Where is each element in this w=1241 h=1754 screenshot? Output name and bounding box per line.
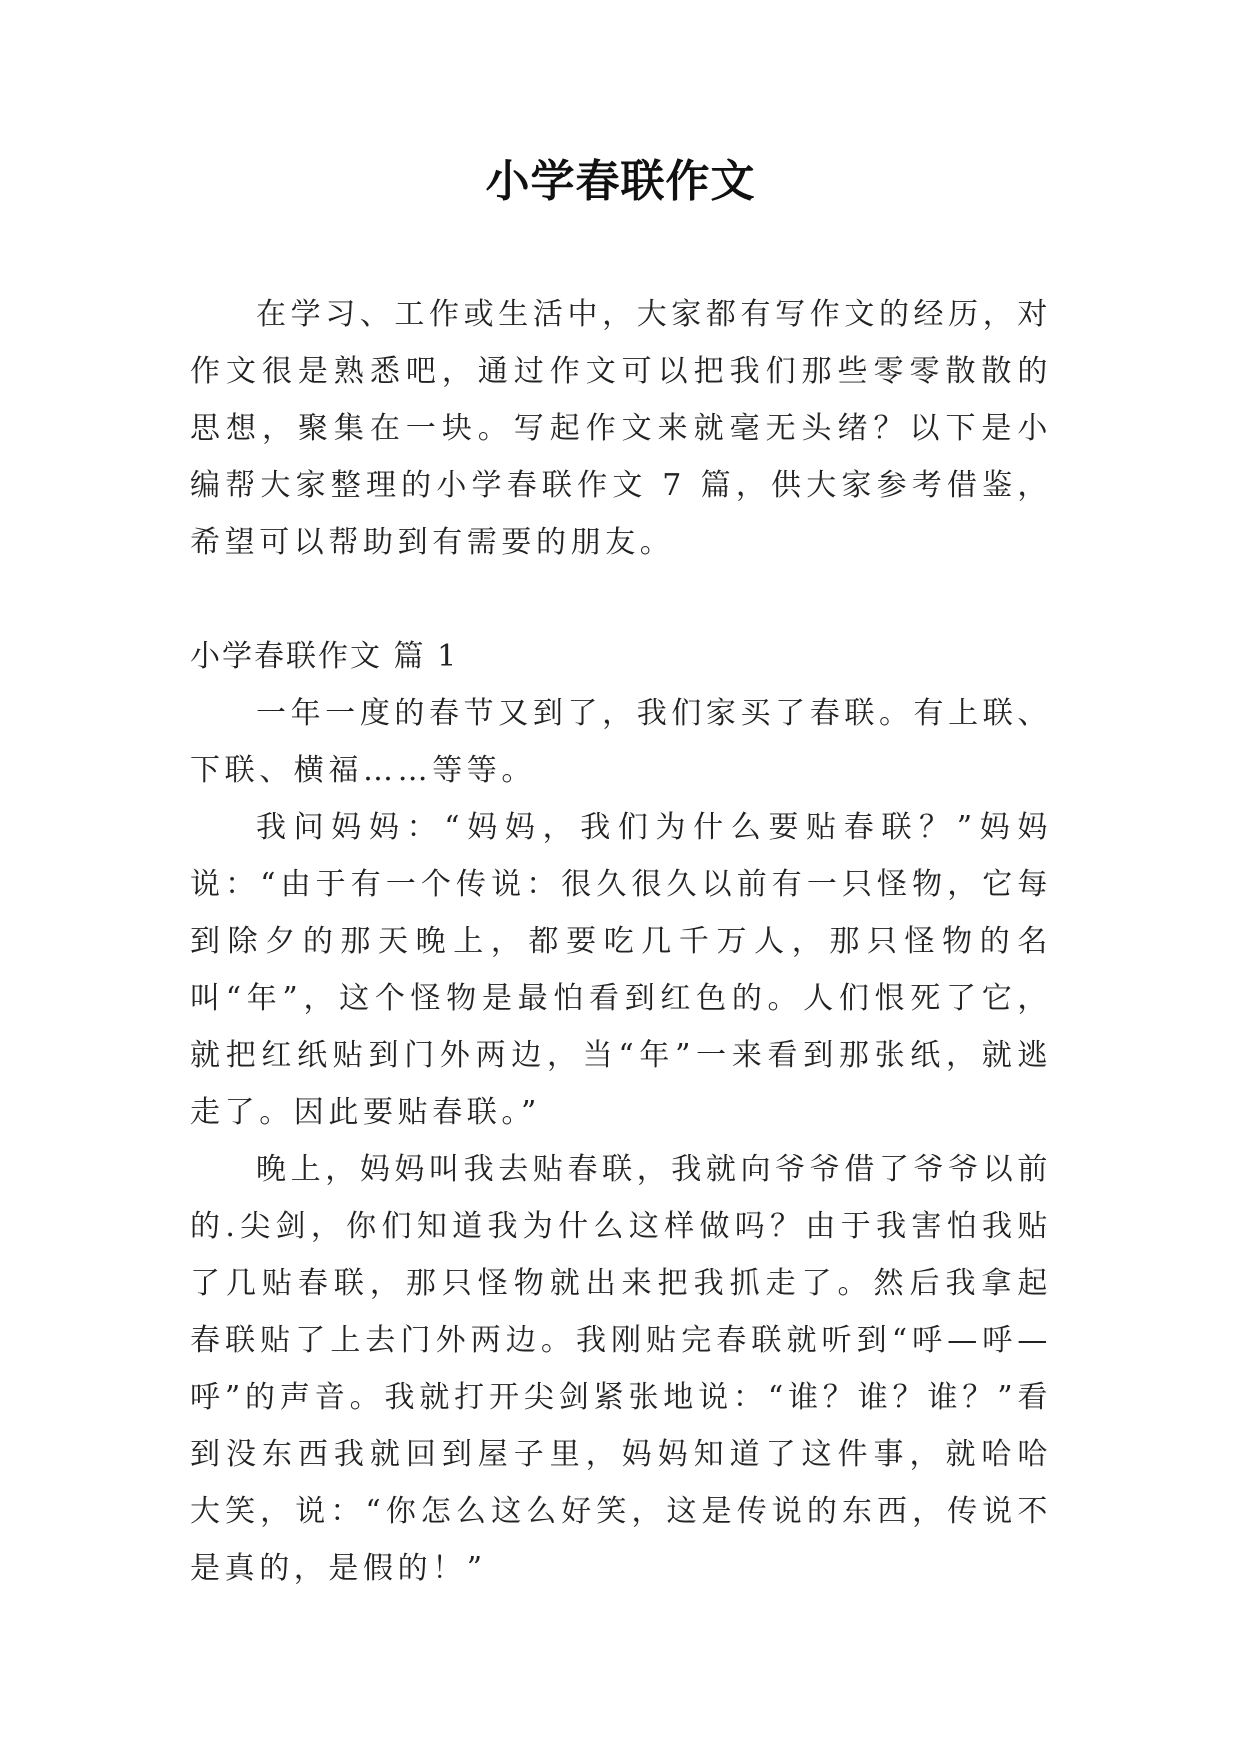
intro-paragraph: 在学习、工作或生活中，大家都有写作文的经历，对作文很是熟悉吧，通过作文可以把我们那些零零散散的思想，聚集在一块。写起作文来就毫无头绪？以下是小编帮大家整理的小学春联作文 7 篇，供大家参考借鉴，希望可以帮助到有需要的朋友。 <box>190 297 1052 560</box>
section-heading: 小学春联作文 篇 1 <box>190 639 459 674</box>
body-paragraph-2: 我问妈妈：“妈妈，我们为什么要贴春联？”妈妈说：“由于有一个传说：很久很久以前有一只怪物，它每到除夕的那天晚上，都要吃几千万人，那只怪物的名叫“年”，这个怪物是最怕看到红色的。人们恨死了它，就把红纸贴到门外两边，当“年”一来看到那张纸，就逃走了。因此要贴春联。” <box>190 810 1052 1130</box>
document-title: 小学春联作文 <box>485 156 756 207</box>
body-paragraph-3: 晚上，妈妈叫我去贴春联，我就向爷爷借了爷爷以前的.尖剑，你们知道我为什么这样做吗？由于我害怕我贴了几贴春联，那只怪物就出来把我抓走了。然后我拿起春联贴了上去门外两边。我刚贴完春联就听到“呼—呼—呼”的声音。我就打开尖剑紧张地说：“谁？谁？谁？”看到没东西我就回到屋子里，妈妈知道了这件事，就哈哈大笑，说：“你怎么这么好笑，这是传说的东西，传说不是真的，是假的！” <box>190 1152 1052 1586</box>
body-paragraph-1: 一年一度的春节又到了，我们家买了春联。有上联、下联、横福……等等。 <box>190 696 1052 788</box>
document-body <box>190 286 1052 1597</box>
